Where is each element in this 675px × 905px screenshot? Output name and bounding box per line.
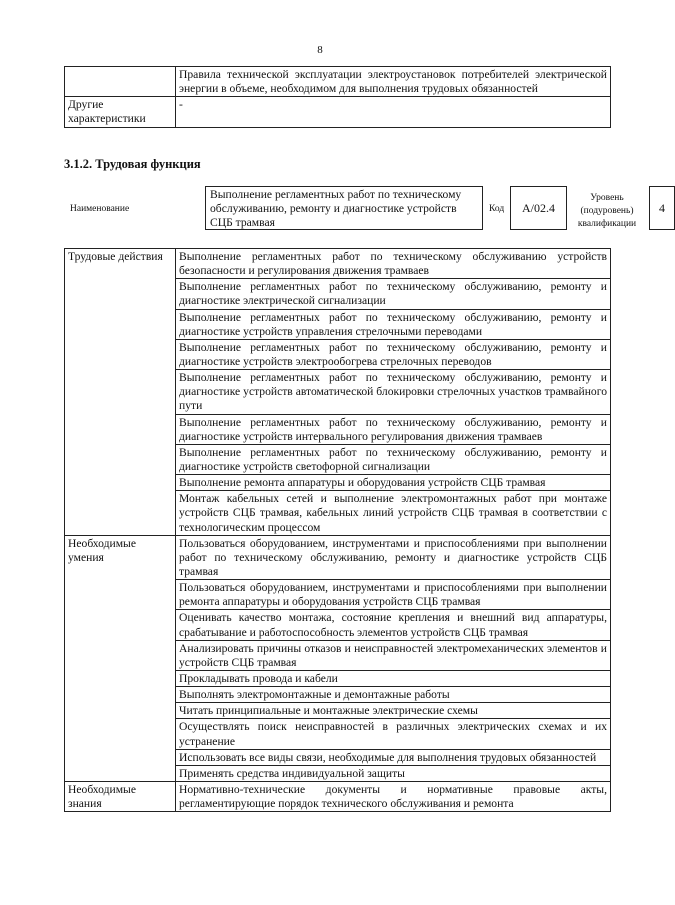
qualification-level-box: 4 [649, 186, 675, 230]
function-name-box: Выполнение регламентных работ по техническому обслуживанию, ремонту и диагностике устройств СЦБ трамвая [205, 186, 483, 230]
name-caption: Наименование [70, 204, 130, 214]
required-skills-item: Читать принципиальные и монтажные электрические схемы [176, 703, 611, 719]
labor-actions-item: Выполнение регламентных работ по техническому обслуживанию, ремонту и диагностике устройств светофорной сигнализации [176, 444, 611, 474]
labor-actions-item: Выполнение ремонта аппаратуры и оборудования устройств СЦБ трамвая [176, 475, 611, 491]
row-text: Правила технической эксплуатации электроустановок потребителей электрической энергии в объеме, необходимом для выполнения трудовых обязанностей [176, 67, 611, 97]
table-row [65, 97, 611, 127]
top-table [64, 66, 611, 128]
required-skills-item: Оценивать качество монтажа, состояние крепления и внешний вид аппаратуры, срабатывание и работоспособность элементов устройств СЦБ трамвая [176, 610, 611, 640]
labor-actions-item: Выполнение регламентных работ по техническому обслуживанию, ремонту и диагностике устройств интервального регулирования движения трамваев [176, 414, 611, 444]
required-skills-item: Осуществлять поиск неисправностей в различных электрических схемах и их устранение [176, 719, 611, 749]
labor-actions-item: Выполнение регламентных работ по техническому обслуживанию, ремонту и диагностике устройств электрообогрева стрелочных переводов [176, 339, 611, 369]
table-row [65, 249, 611, 279]
required-skills-label: Необходимые умения [65, 535, 176, 781]
function-details-table [64, 248, 611, 812]
required-skills-item: Использовать все виды связи, необходимые для выполнения трудовых обязанностей [176, 749, 611, 765]
labor-actions-label: Трудовые действия [65, 249, 176, 536]
required-skills-item: Применять средства индивидуальной защиты [176, 765, 611, 781]
required-skills-item: Пользоваться оборудованием, инструментами и приспособлениями при выполнении ремонта аппаратуры и оборудования устройств СЦБ трамвая [176, 580, 611, 610]
required-skills-item: Анализировать причины отказов и неисправностей электромеханических элементов и устройств СЦБ трамвая [176, 640, 611, 670]
labor-actions-item: Выполнение регламентных работ по техническому обслуживанию, ремонту и диагностике электрической сигнализации [176, 279, 611, 309]
labor-actions-item: Выполнение регламентных работ по техническому обслуживанию, ремонту и диагностике устройств управления стрелочными переводами [176, 309, 611, 339]
required-knowledge-item: Нормативно-технические документы и нормативные правовые акты, регламентирующие порядок технического обслуживания и ремонта [176, 781, 611, 811]
section-heading: 3.1.2. Трудовая функция [64, 157, 201, 171]
function-header [64, 186, 665, 234]
page-number: 8 [317, 44, 323, 56]
level-caption: Уровень (подуровень) квалификации [577, 193, 637, 229]
row-label [65, 67, 176, 97]
required-knowledge-label: Необходимые знания [65, 781, 176, 811]
table-row [65, 67, 611, 97]
required-skills-item: Прокладывать провода и кабели [176, 670, 611, 686]
labor-actions-item: Монтаж кабельных сетей и выполнение электромонтажных работ при монтаже устройств СЦБ трамвая, кабельных линий устройств СЦБ трамвая в соответствии с технологическим процессом [176, 491, 611, 535]
labor-actions-item: Выполнение регламентных работ по техническому обслуживанию, ремонту и диагностике устройств автоматической блокировки стрелочных участков трамвайного пути [176, 370, 611, 414]
required-skills-item: Выполнять электромонтажные и демонтажные работы [176, 687, 611, 703]
row-label: Другие характеристики [65, 97, 176, 127]
function-code-box: А/02.4 [510, 186, 567, 230]
table-row [65, 781, 611, 811]
required-skills-item: Пользоваться оборудованием, инструментами и приспособлениями при выполнении работ по техническому обслуживанию, ремонту и диагностике устройств СЦБ трамвая [176, 535, 611, 579]
labor-actions-item: Выполнение регламентных работ по техническому обслуживанию устройств безопасности и регулирования движения трамваев [176, 249, 611, 279]
code-caption: Код [489, 204, 505, 214]
row-text: - [176, 97, 611, 127]
table-row [65, 535, 611, 579]
